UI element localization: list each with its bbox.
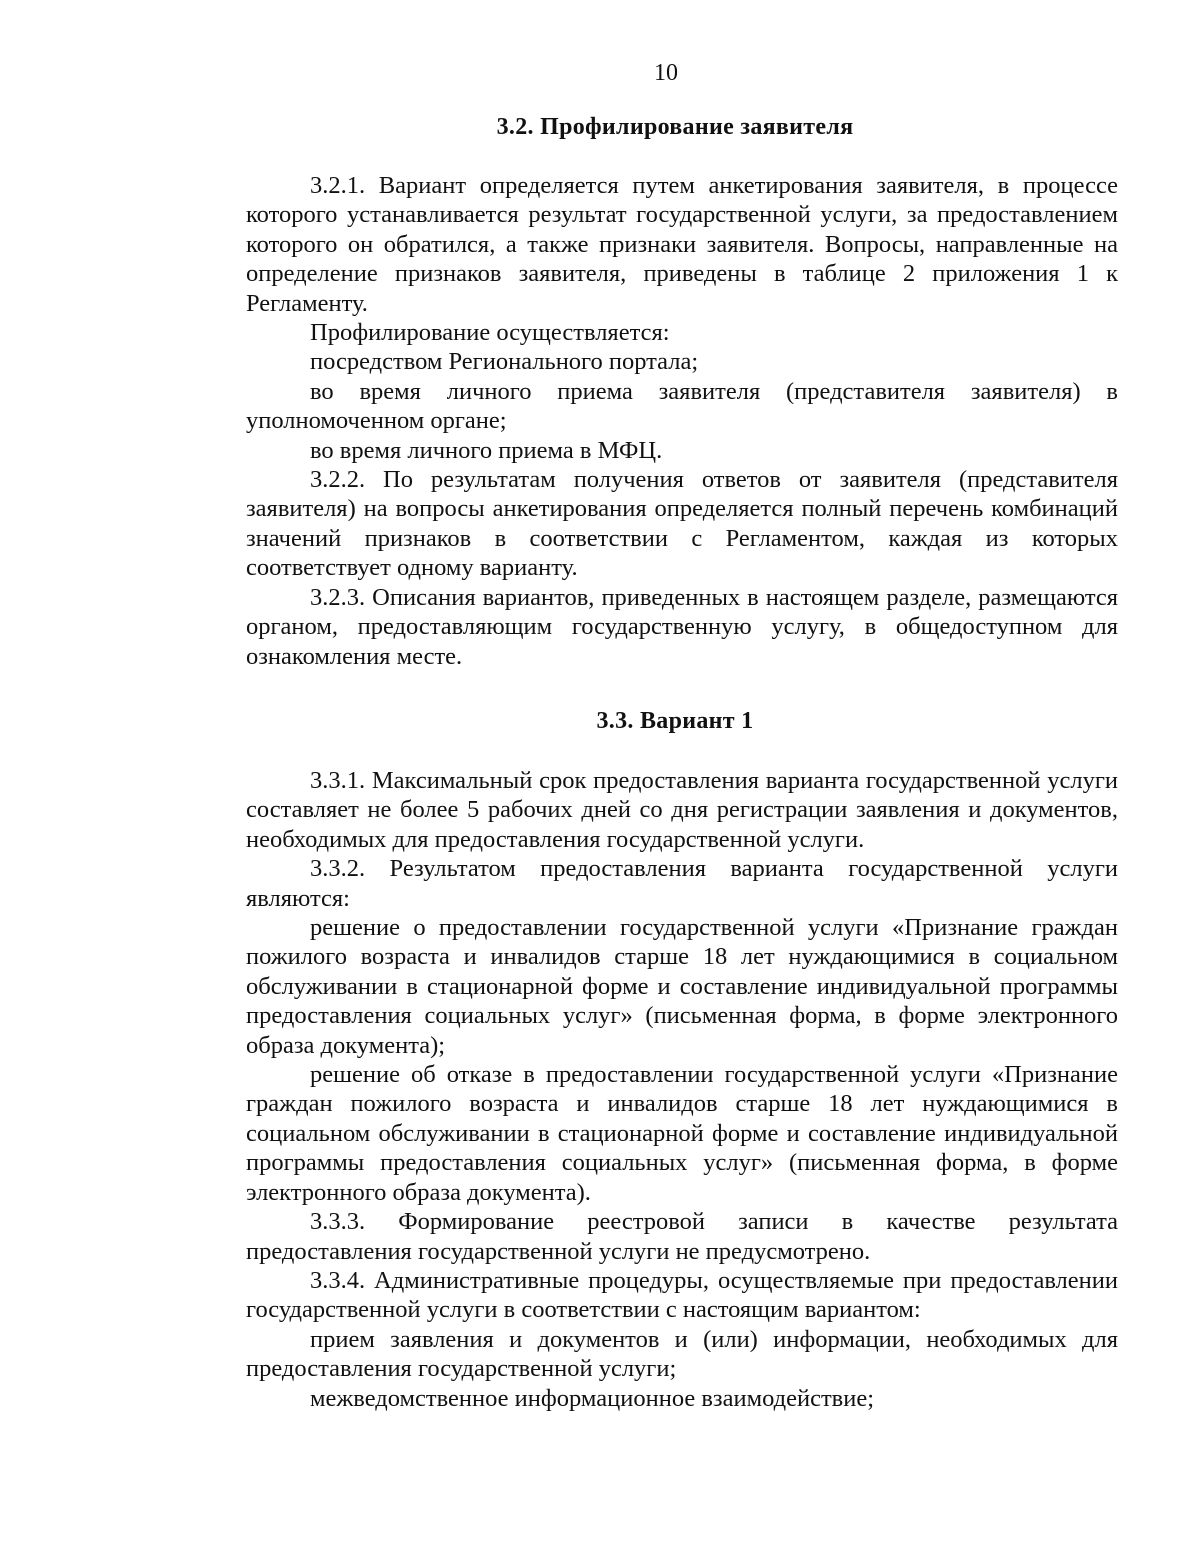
paragraph: во время личного приема в МФЦ. [310,436,663,464]
paragraph: Профилирование осуществляется: [310,319,670,347]
paragraph: во время личного приема заявителя (представителя заявителя) в уполномоченном органе; [246,377,1118,435]
paragraph: решение об отказе в предоставлении государственной услуги «Признание граждан пожилого возраста и инвалидов старше 18 лет нуждающимися в социальном обслуживании в стационарной форме и составление индивидуальной программы предоставления социальных услуг» (письменная форма, в форме электронного образа документа). [246,1061,1118,1206]
paragraph: 3.3.3. Формирование реестровой записи в качестве результата предоставления государственной услуги не предусмотрено. [246,1208,1118,1265]
section-body-3-2 [246,171,1118,671]
section-body-3-3 [246,766,1118,1413]
page-number: 10 [654,60,678,86]
section-heading-3-2: 3.2. Профилирование заявителя [496,114,854,140]
paragraph: межведомственное информационное взаимодействие; [310,1384,875,1412]
paragraph: 3.3.4. Административные процедуры, осуществляемые при предоставлении государственной услуги в соответствии с настоящим вариантом: [246,1266,1118,1324]
paragraph: 3.3.1. Максимальный срок предоставления варианта государственной услуги составляет не более 5 рабочих дней со дня регистрации заявления и документов, необходимых для предоставления государственной услуги. [246,767,1118,853]
section-heading-3-3: 3.3. Вариант 1 [596,708,754,734]
paragraph: посредством Регионального портала; [310,348,699,376]
paragraph: решение о предоставлении государственной услуги «Признание граждан пожилого возраста и инвалидов старше 18 лет нуждающимися в социальном обслуживании в стационарной форме и составление индивидуальной программы предоставления социальных услуг» (письменная форма, в форме электронного образа документа); [246,914,1118,1059]
paragraph: 3.2.3. Описания вариантов, приведенных в настоящем разделе, размещаются органом, предоставляющим государственную услугу, в общедоступном для ознакомления месте. [246,583,1118,670]
paragraph: 3.2.2. По результатам получения ответов от заявителя (представителя заявителя) на вопросы анкетирования определяется полный перечень комбинаций значений признаков в соответствии с Регламентом, каждая из которых соответствует одному варианту. [246,466,1118,582]
paragraph: прием заявления и документов и (или) информации, необходимых для предоставления государственной услуги; [246,1325,1118,1383]
paragraph: 3.2.1. Вариант определяется путем анкетирования заявителя, в процессе которого устанавливается результат государственной услуги, за предоставлением которого он обратился, а также признаки заявителя. Вопросы, направленные на определение признаков заявителя, приведены в таблице 2 приложения 1 к Регламенту. [246,172,1118,317]
paragraph: 3.3.2. Результатом предоставления варианта государственной услуги являются: [246,855,1118,912]
